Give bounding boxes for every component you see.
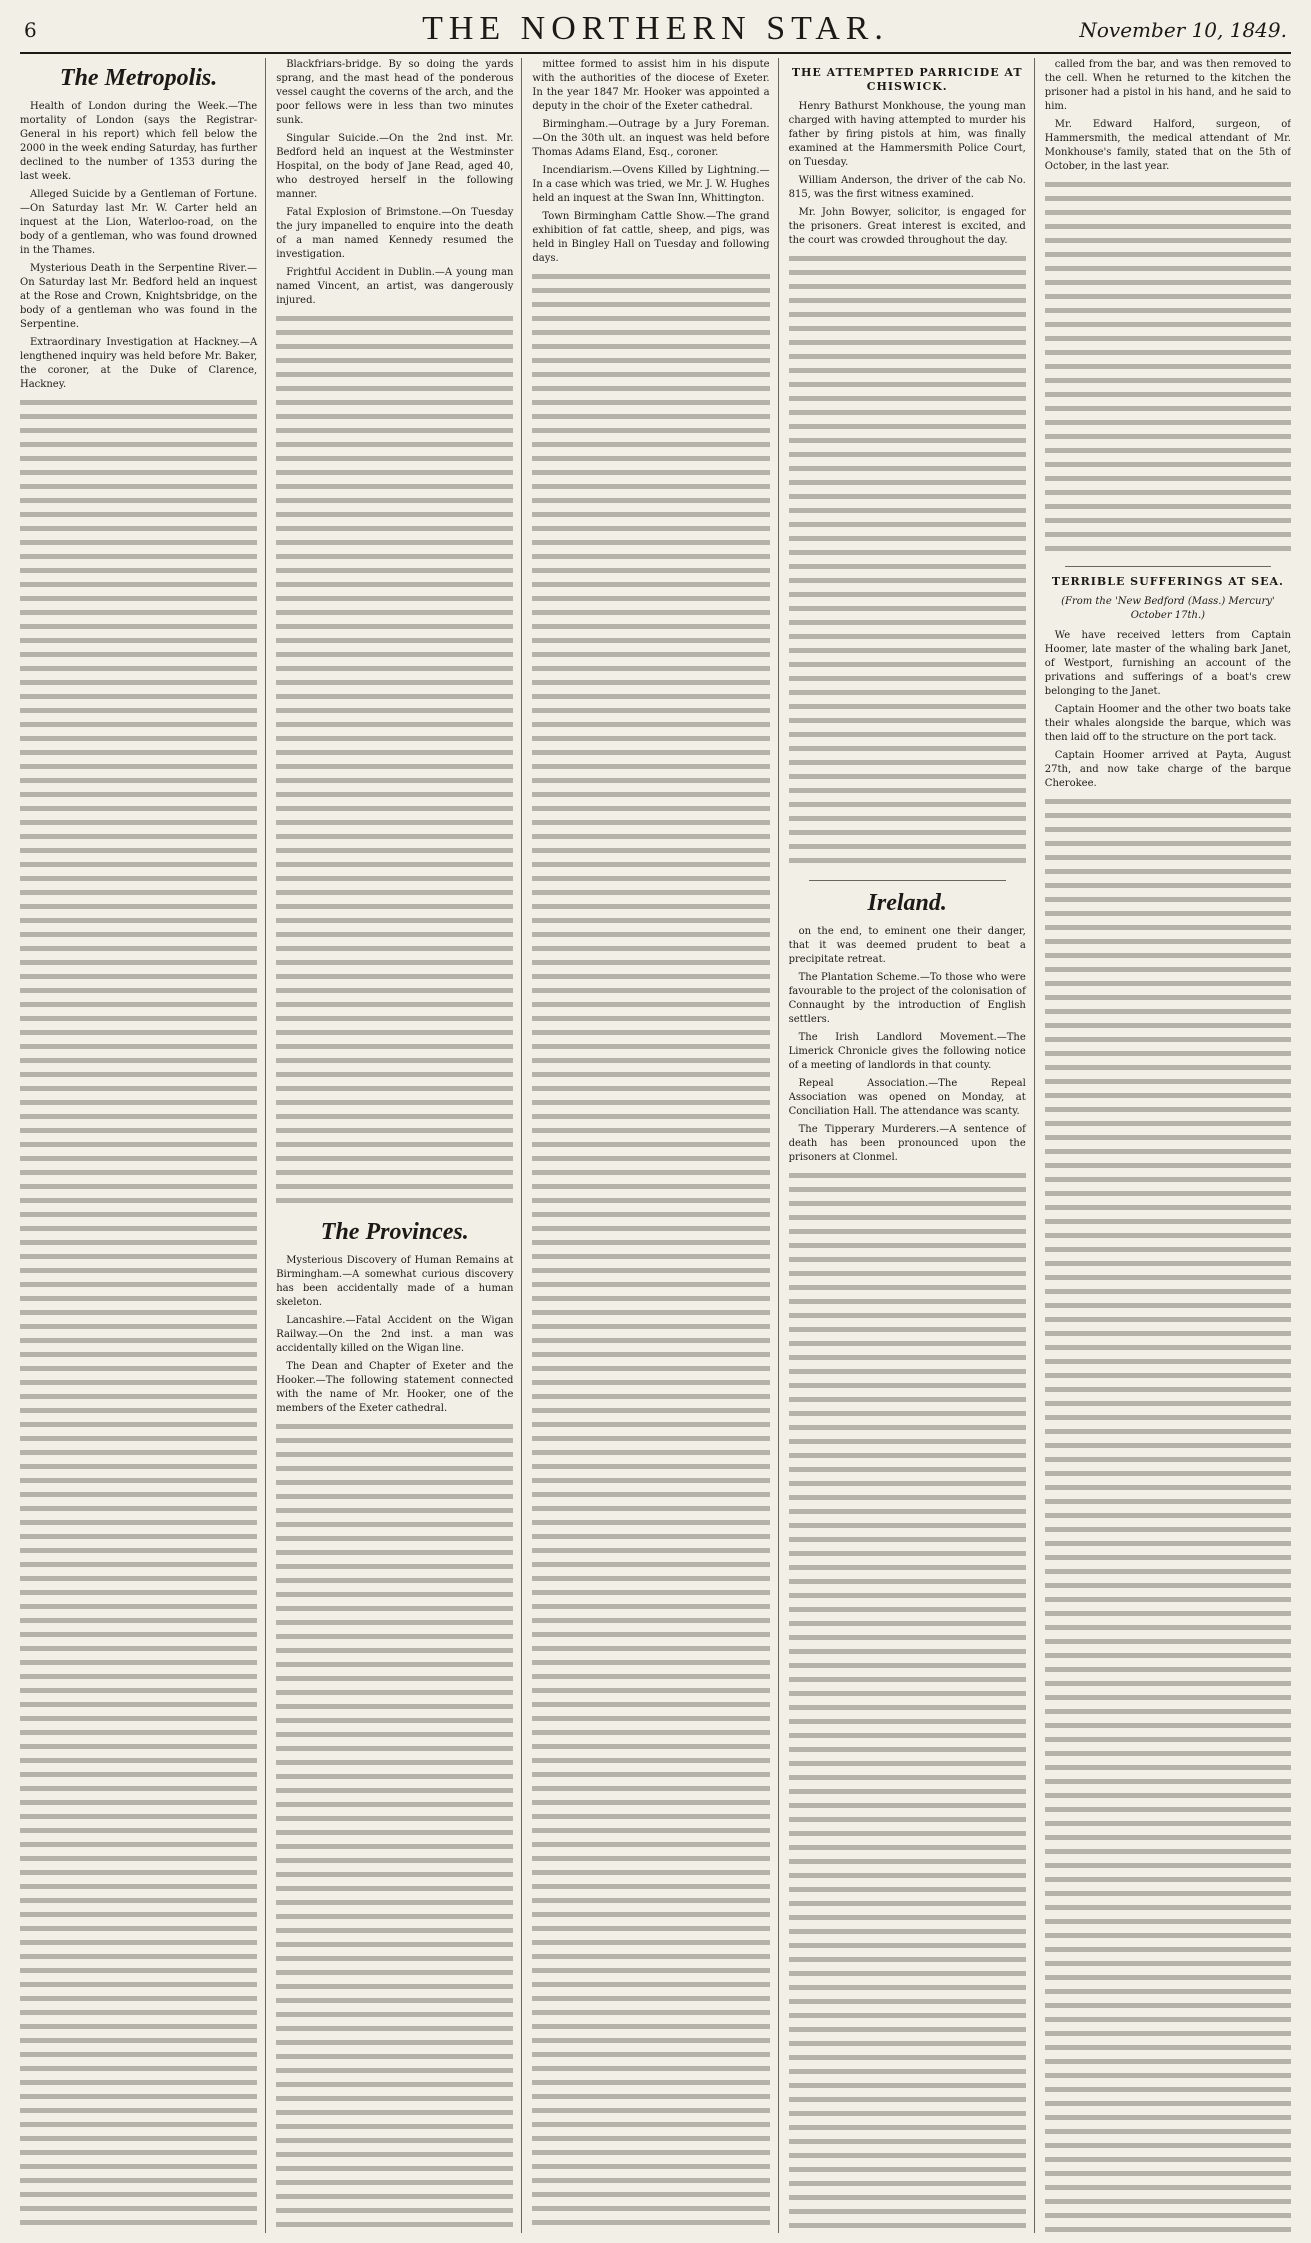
article-paragraph: Henry Bathurst Monkhouse, the young man charged with having attempted to murder his father by firing pistols at him, was finally examined at the Hammersmith Police Court, on Tuesday. bbox=[788, 101, 1026, 168]
article-paragraph: The Dean and Chapter of Exeter and the Hooker.—The following statement connected with the name of Mr. Hooker, one of the members of the Exeter cathedral. bbox=[276, 1361, 514, 1414]
article-paragraph: The Plantation Scheme.—To those who were favourable to the project of the colonisation of Connaught by the introduction of English settlers. bbox=[788, 972, 1026, 1025]
article-paragraph: Fatal Explosion of Brimstone.—On Tuesday the jury impanelled to enquire into the death of a man named Kennedy resumed the investigation. bbox=[276, 207, 514, 260]
article-paragraph: Birmingham.—Outrage by a Jury Foreman.—On the 30th ult. an inquest was held before Thomas Adams Eland, Esq., coroner. bbox=[532, 119, 770, 158]
newspaper-columns bbox=[20, 58, 1291, 2233]
article-paragraph: Captain Hoomer and the other two boats take their whales alongside the barque, which was then laid off to the structure on the port tack. bbox=[1044, 704, 1291, 743]
issue-date: November 10, 1849. bbox=[1079, 18, 1287, 42]
article-paragraph: Mysterious Discovery of Human Remains at Birmingham.—A somewhat curious discovery has been accidentally made of a human skeleton. bbox=[276, 1255, 514, 1308]
column-2 bbox=[276, 58, 522, 2233]
article-paragraph: Blackfriars-bridge. By so doing the yards sprang, and the mast head of the ponderous vessel caught the coverns of the arch, and the poor fellows were in less than two minutes sunk. bbox=[276, 59, 514, 126]
article-paragraph: Town Birmingham Cattle Show.—The grand exhibition of fat cattle, sheep, and pigs, was held in Bingley Hall on Tuesday and following days. bbox=[532, 211, 770, 264]
divider bbox=[809, 880, 1006, 881]
divider bbox=[1065, 566, 1271, 567]
article-paragraph: Incendiarism.—Ovens Killed by Lightning.—In a case which was tried, we Mr. J. W. Hughes held an inquest at the Swan Inn, Whittington. bbox=[532, 165, 770, 204]
article-heading: THE ATTEMPTED PARRICIDE AT CHISWICK. bbox=[791, 66, 1023, 93]
newspaper-title: THE NORTHERN STAR. bbox=[422, 10, 889, 47]
article-dateline: (From the 'New Bedford (Mass.) Mercury' October 17th.) bbox=[1061, 596, 1275, 621]
article-paragraph: Mysterious Death in the Serpentine River.—On Saturday last Mr. Bedford held an inquest at the Rose and Crown, Knightsbridge, on the body of a gentleman who was found in the Serpentine. bbox=[20, 263, 258, 330]
article-paragraph: Captain Hoomer arrived at Payta, August 27th, and now take charge of the barque Cherokee. bbox=[1044, 750, 1291, 789]
section-heading: The Metropolis. bbox=[59, 65, 218, 91]
body-text-block bbox=[789, 252, 1026, 872]
article-paragraph: called from the bar, and was then removed to the cell. When he returned to the kitchen the prisoner had a pistol in his hand, and he said to him. bbox=[1044, 59, 1291, 112]
article-paragraph: Lancashire.—Fatal Accident on the Wigan Railway.—On the 2nd inst. a man was accidentally killed on the Wigan line. bbox=[276, 1315, 514, 1354]
article-paragraph: William Anderson, the driver of the cab No. 815, was the first witness examined. bbox=[788, 175, 1026, 200]
body-text-block bbox=[532, 270, 769, 2233]
article-paragraph: Mr. John Bowyer, solicitor, is engaged for the prisoners. Great interest is excited, and the court was crowded throughout the day. bbox=[788, 207, 1026, 246]
column-4 bbox=[789, 58, 1035, 2233]
masthead bbox=[20, 8, 1291, 54]
column-3 bbox=[532, 58, 778, 2233]
body-text-block bbox=[789, 1169, 1026, 2233]
article-paragraph: Extraordinary Investigation at Hackney.—A lengthened inquiry was held before Mr. Baker, the coroner, at the Duke of Clarence, Hackney. bbox=[20, 337, 258, 390]
article-paragraph: Alleged Suicide by a Gentleman of Fortune.—On Saturday last Mr. W. Carter held an inquest at the Lion, Waterloo-road, on the body of a gentleman, who was found drowned in the Thames. bbox=[20, 189, 258, 256]
column-5 bbox=[1045, 58, 1291, 2233]
body-text-block bbox=[1045, 795, 1291, 2233]
article-paragraph: The Tipperary Murderers.—A sentence of death has been pronounced upon the prisoners at Clonmel. bbox=[788, 1124, 1026, 1163]
section-heading: Ireland. bbox=[867, 890, 947, 916]
article-paragraph: Singular Suicide.—On the 2nd inst. Mr. Bedford held an inquest at the Westminster Hospital, on the body of Jane Read, aged 40, who destroyed herself in the following manner. bbox=[276, 133, 514, 200]
body-text-block bbox=[276, 1420, 513, 2233]
column-1 bbox=[20, 58, 266, 2233]
article-paragraph: The Irish Landlord Movement.—The Limerick Chronicle gives the following notice of a meeting of landlords in that county. bbox=[788, 1032, 1026, 1071]
article-paragraph: We have received letters from Captain Hoomer, late master of the whaling bark Janet, of Westport, furnishing an account of the privations and sufferings of a boat's crew belonging to the Janet. bbox=[1044, 630, 1291, 697]
section-heading: The Provinces. bbox=[320, 1219, 469, 1245]
article-paragraph: Health of London during the Week.—The mortality of London (says the Registrar-General in his report) which fell below the 2000 in the week ending Saturday, has further declined to the number of 1353 during the last week. bbox=[20, 101, 258, 182]
body-text-block bbox=[20, 396, 257, 2233]
article-heading: TERRIBLE SUFFERINGS AT SEA. bbox=[1051, 575, 1284, 588]
article-paragraph: on the end, to eminent one their danger, that it was deemed prudent to beat a precipitate retreat. bbox=[788, 926, 1026, 965]
article-paragraph: mittee formed to assist him in his dispute with the authorities of the diocese of Exeter. In the year 1847 Mr. Hooker was appointed a deputy in the choir of the Exeter cathedral. bbox=[532, 59, 770, 112]
body-text-block bbox=[276, 312, 513, 1212]
article-paragraph: Frightful Accident in Dublin.—A young man named Vincent, an artist, was dangerously injured. bbox=[276, 267, 514, 306]
body-text-block bbox=[1045, 178, 1291, 558]
article-paragraph: Mr. Edward Halford, surgeon, of Hammersmith, the medical attendant of Mr. Monkhouse's family, stated that on the 5th of October, in the last year. bbox=[1044, 119, 1291, 172]
page-number: 6 bbox=[24, 18, 37, 42]
article-paragraph: Repeal Association.—The Repeal Association was opened on Monday, at Conciliation Hall. The attendance was scanty. bbox=[788, 1078, 1026, 1117]
